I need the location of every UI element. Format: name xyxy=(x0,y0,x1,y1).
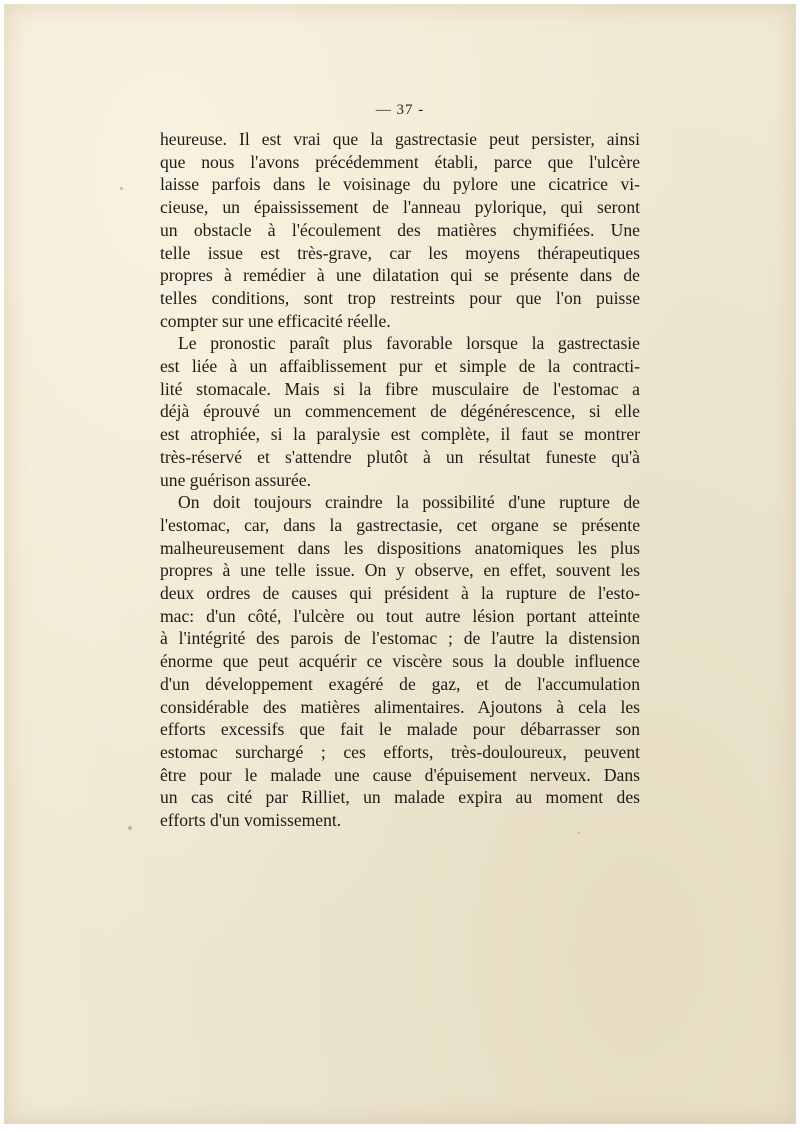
text-line: Le pronostic paraît plus favorable lorsque la gastrectasie xyxy=(178,333,640,354)
text-line: d'un développement exagéré de gaz, et de l'accumulation xyxy=(160,673,640,694)
text-line: telle issue est très-grave, car les moyens thérapeutiques xyxy=(160,242,640,263)
text-line: mac: d'un côté, l'ulcère ou tout autre lésion portant atteinte xyxy=(160,605,640,626)
text-line: malheureusement dans les dispositions anatomiques les plus xyxy=(160,537,640,558)
page-number: — 37 - xyxy=(375,102,425,118)
text-line: déjà éprouvé un commencement de dégénérescence, si elle xyxy=(160,401,640,422)
paper-speck xyxy=(128,826,132,830)
text-line: que nous l'avons précédemment établi, parce que l'ulcère xyxy=(160,151,640,172)
text-line: propres à une telle issue. On y observe, en effet, souvent les xyxy=(160,560,640,581)
paper-speck xyxy=(120,187,123,190)
text-line: considérable des matières alimentaires. Ajoutons à cela les xyxy=(160,696,640,717)
body-text xyxy=(160,128,640,832)
text-line: telles conditions, sont trop restreints pour que l'on puisse xyxy=(160,287,640,308)
text-line: deux ordres de causes qui président à la rupture de l'esto- xyxy=(160,583,640,604)
text-line: laisse parfois dans le voisinage du pylore une cicatrice vi- xyxy=(160,174,640,195)
paragraph xyxy=(160,128,640,332)
paragraph xyxy=(160,332,640,491)
text-line: énorme que peut acquérir ce viscère sous la double influence xyxy=(160,651,640,672)
text-line: cieuse, un épaississement de l'anneau pylorique, qui seront xyxy=(160,197,640,218)
text-line: efforts excessifs que fait le malade pour débarrasser son xyxy=(160,719,640,740)
text-line: à l'intégrité des parois de l'estomac ; de l'autre la distension xyxy=(160,628,640,649)
document-page xyxy=(4,4,796,1124)
text-line: une guérison assurée. xyxy=(160,469,311,490)
text-line: très-réservé et s'attendre plutôt à un résultat funeste qu'à xyxy=(160,446,640,467)
text-line: compter sur une efficacité réelle. xyxy=(160,310,391,331)
text-line: être pour le malade une cause d'épuisement nerveux. Dans xyxy=(160,764,640,785)
paper-speck xyxy=(578,832,580,834)
text-line: un cas cité par Rilliet, un malade expira au moment des xyxy=(160,787,640,808)
text-line: On doit toujours craindre la possibilité d'une rupture de xyxy=(178,492,640,513)
text-line: un obstacle à l'écoulement des matières chymifiées. Une xyxy=(160,219,640,240)
paragraph xyxy=(160,491,640,832)
text-line: heureuse. Il est vrai que la gastrectasie peut persister, ainsi xyxy=(160,129,640,149)
text-line: l'estomac, car, dans la gastrectasie, cet organe se présente xyxy=(160,514,640,535)
text-line: lité stomacale. Mais si la fibre musculaire de l'estomac a xyxy=(160,378,640,399)
text-line: propres à remédier à une dilatation qui se présente dans de xyxy=(160,265,640,286)
text-line: estomac surchargé ; ces efforts, très-douloureux, peuvent xyxy=(160,741,640,762)
text-line: efforts d'un vomissement. xyxy=(160,810,342,831)
text-line: est liée à un affaiblissement pur et simple de la contracti- xyxy=(160,356,640,377)
text-line: est atrophiée, si la paralysie est complète, il faut se montrer xyxy=(160,424,640,445)
